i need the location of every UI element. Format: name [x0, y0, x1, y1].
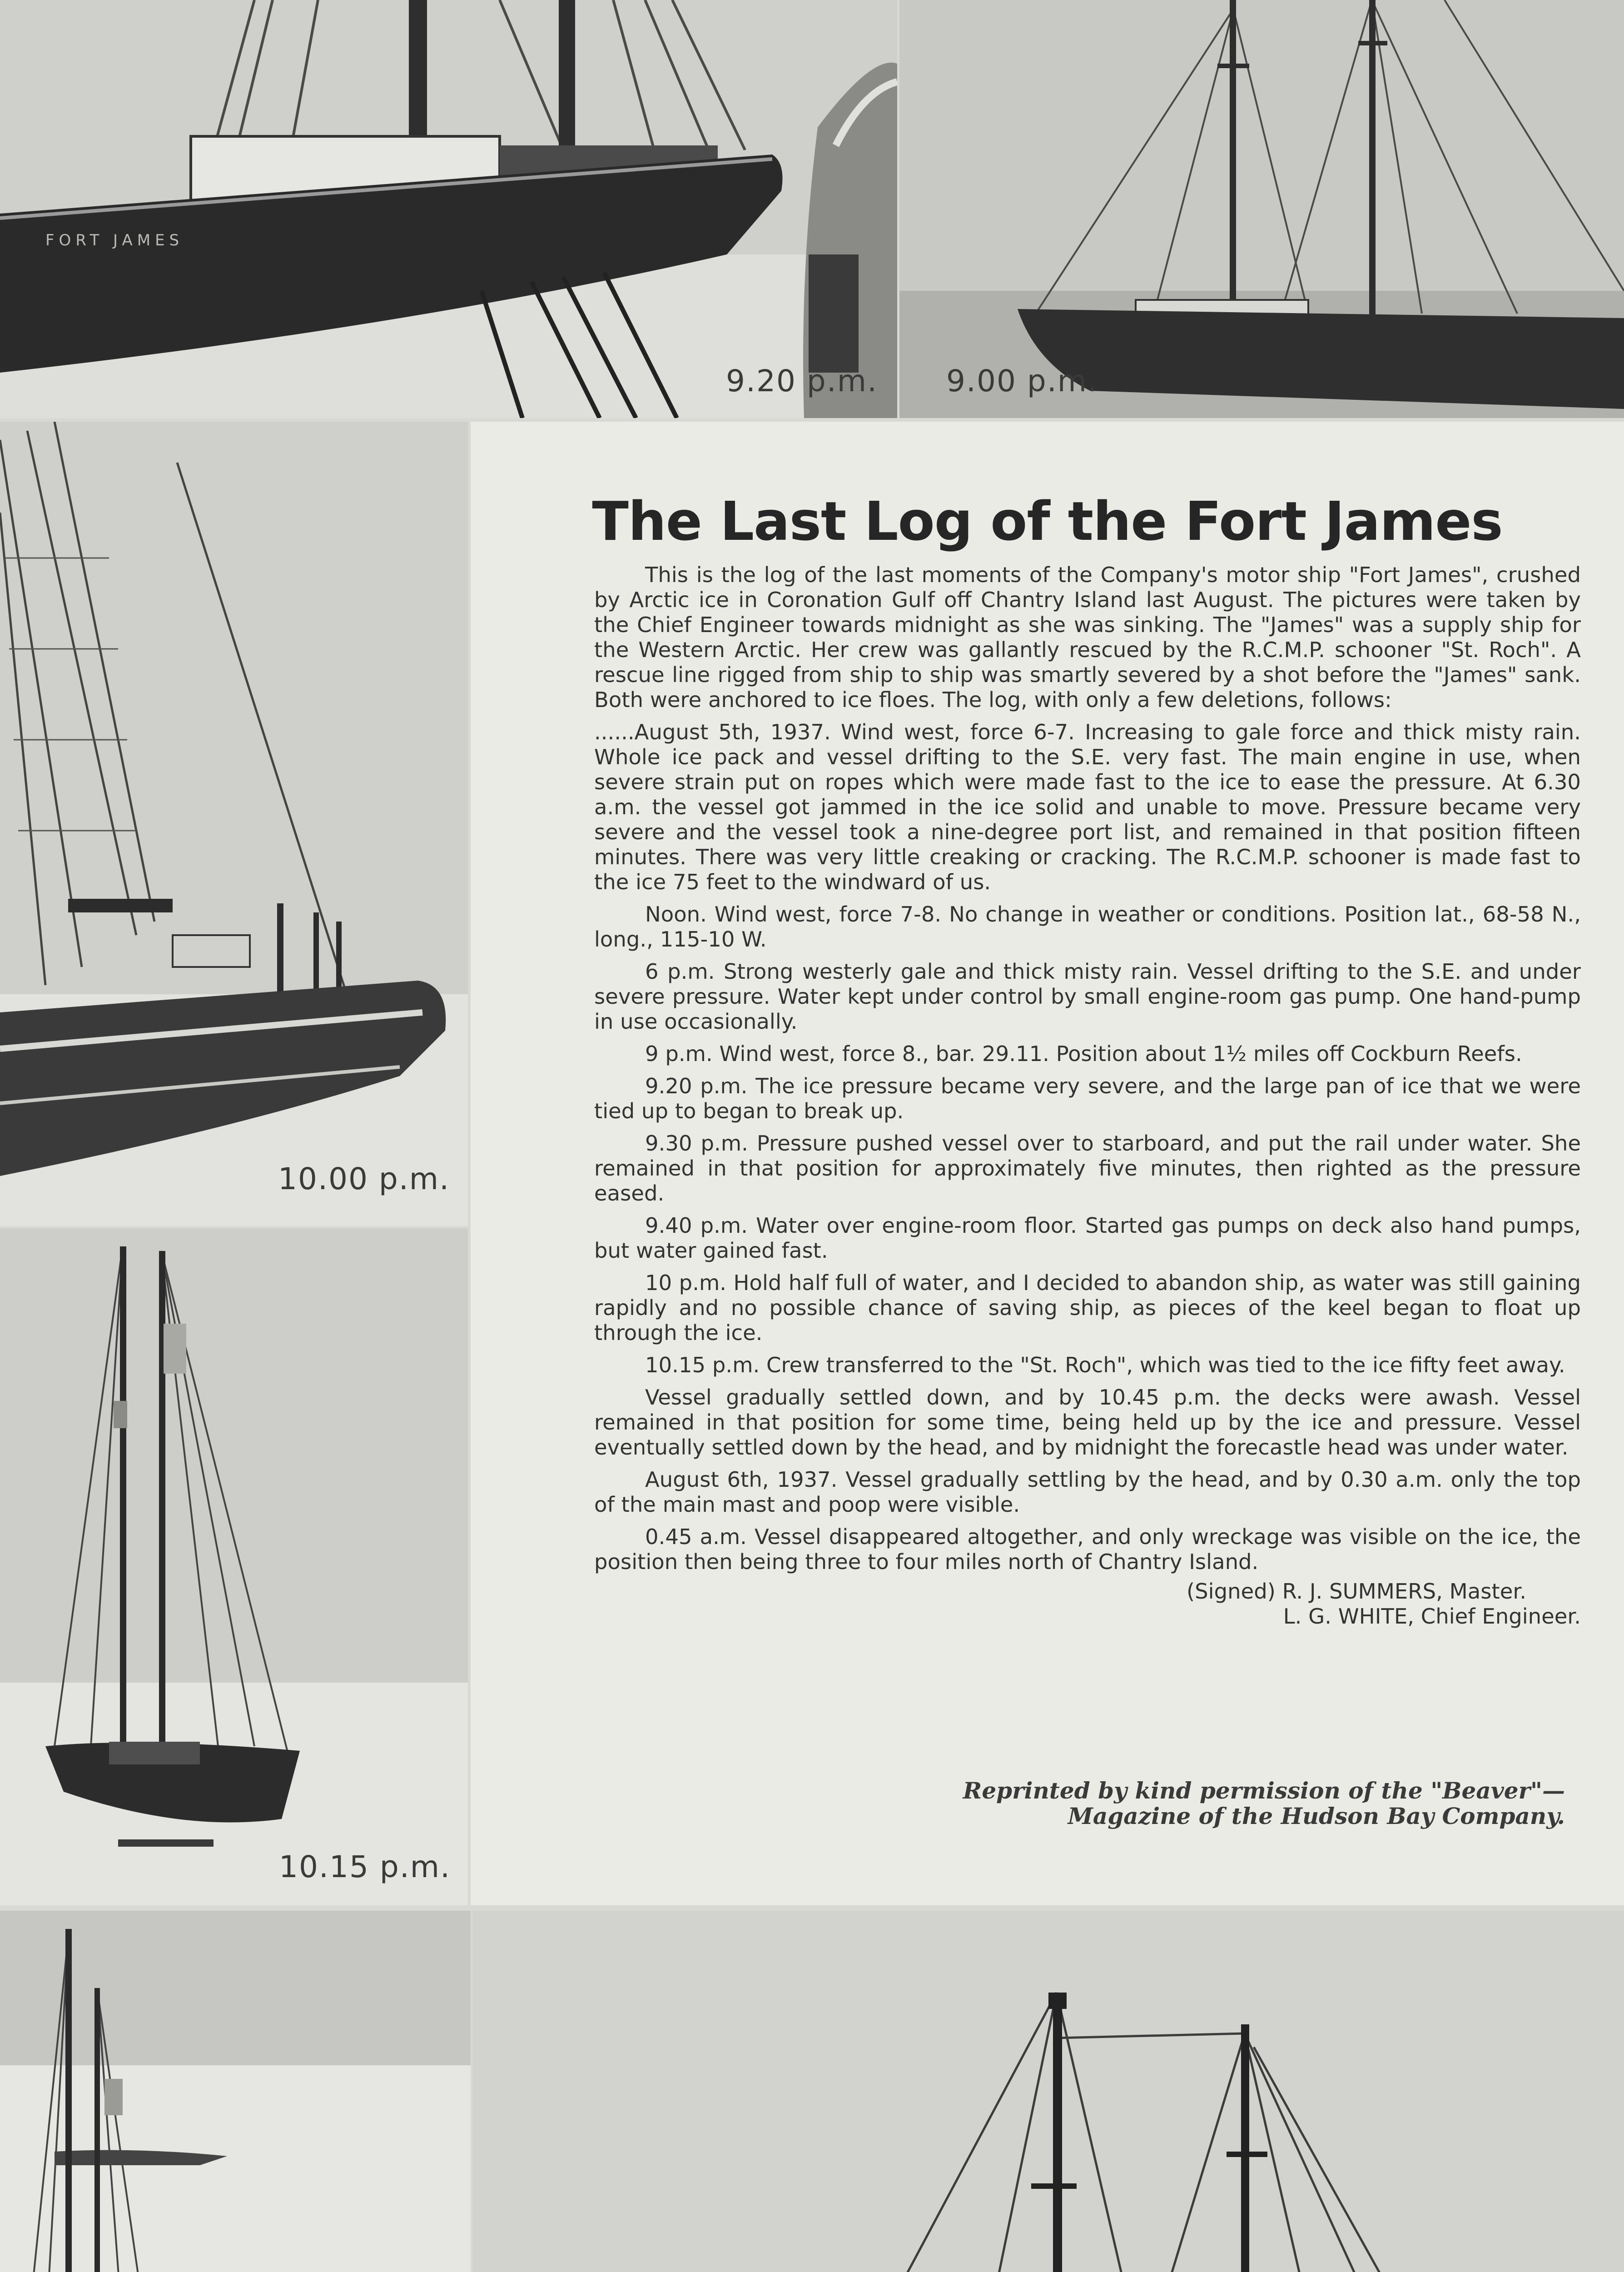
photo-1000pm — [0, 422, 468, 1226]
log-entry: 9.20 p.m. The ice pressure became very severe, and the large pan of ice that we were tied up to began to break up. — [594, 1074, 1581, 1123]
photo-900pm — [899, 0, 1624, 418]
article-body — [594, 563, 1581, 1629]
reprint-credit — [793, 1778, 1565, 1829]
ship-settling-photo — [0, 1228, 468, 1905]
log-entry: 9.30 p.m. Pressure pushed vessel over to starboard, and put the rail under water. She remained in that position for approximately five minutes, then righted as the pressure eased. — [594, 1131, 1581, 1206]
svg-text:FORT JAMES: FORT JAMES — [45, 231, 184, 249]
article-title: The Last Log of the Fort James — [592, 490, 1503, 553]
log-entry: 10.15 p.m. Crew transferred to the "St. Roch", which was tied to the ice fifty feet away. — [645, 1353, 1565, 1377]
log-entry: 9.40 p.m. Water over engine-room floor. Started gas pumps on deck also hand pumps, but water gained fast. — [594, 1213, 1581, 1263]
article-intro: This is the log of the last moments of the Company's motor ship "Fort James", crushed by Arctic ice in Coronation Gulf off Chantry Island last August. The pictures were taken by the Chief Engineer towards midnight as she was sinking. The "James" was a supply ship for the Western Arctic. Her crew was gallantly rescued by the R.C.M.P. schooner "St. Roch". A rescue line rigged from ship to ship was smartly severed by a shot before the "James" sank. Both were anchored to ice floes. The log, with only a few deletions, follows: — [594, 563, 1581, 712]
ship-decks-awash-photo — [0, 1911, 471, 2272]
log-entry: 9 p.m. Wind west, force 8., bar. 29.11. Position about 1½ miles off Cockburn Reefs. — [645, 1041, 1522, 1066]
photo-920pm — [0, 0, 897, 418]
credit-line-2: Magazine of the Hudson Bay Company. — [1068, 1803, 1565, 1829]
ship-bow-in-ice-photo — [0, 422, 468, 1226]
caption-920pm: 9.20 p.m. — [726, 364, 878, 399]
log-entry: Noon. Wind west, force 7-8. No change in weather or conditions. Position lat., 68-58 N., long., 115-10 W. — [594, 902, 1581, 952]
article-panel — [471, 422, 1624, 1905]
caption-1015pm: 10.15 p.m. — [279, 1849, 451, 1884]
log-entry: Vessel gradually settled down, and by 10.45 p.m. the decks were awash. Vessel remained in that position for some time, being held up by the ice and pressure. Vessel eventually settled down by the head, and by midnight the forecastle head was under water. — [594, 1385, 1581, 1460]
photo-st-roch — [472, 1911, 1624, 2272]
caption-900pm: 9.00 p.m. — [946, 364, 1098, 399]
photo-1015pm — [0, 1228, 468, 1905]
log-entry: ......August 5th, 1937. Wind west, force 6-7. Increasing to gale force and thick misty rain. Whole ice pack and vessel drifting to the S.E. very fast. The main engine in use, when severe strain put on ropes which were made fast to the ice to ease the pressure. At 6.30 a.m. the vessel got jammed in the ice solid and unable to move. Pressure became very severe and the vessel took a nine-degree port list, and remained in that position fifteen minutes. There was very little creaking or cracking. The R.C.M.P. schooner is made fast to the ice 75 feet to the windward of us. — [594, 720, 1581, 894]
signature-engineer: L. G. WHITE, Chief Engineer. — [1283, 1604, 1581, 1629]
log-entry: August 6th, 1937. Vessel gradually settling by the head, and by 0.30 a.m. only the top of the main mast and poop were visible. — [594, 1467, 1581, 1517]
ship-in-ice-photo — [899, 0, 1624, 418]
credit-line-1: Reprinted by kind permission of the "Beaver"— — [963, 1777, 1565, 1804]
log-entry: 0.45 a.m. Vessel disappeared altogether, and only wreckage was visible on the ice, the position then being three to four miles north of Chantry Island. — [594, 1525, 1581, 1574]
st-roch-schooner-photo — [472, 1911, 1624, 2272]
ship-listing-photo — [0, 0, 897, 418]
log-entry: 6 p.m. Strong westerly gale and thick misty rain. Vessel drifting to the S.E. and under severe pressure. Water kept under control by small engine-room gas pump. One hand-pump in use occasionally. — [594, 959, 1581, 1034]
signatures — [594, 1579, 1581, 1629]
signature-master: (Signed) R. J. SUMMERS, Master. — [1187, 1579, 1526, 1604]
caption-1000pm: 10.00 p.m. — [278, 1161, 450, 1196]
photo-1045pm — [0, 1911, 471, 2272]
log-entry: 10 p.m. Hold half full of water, and I decided to abandon ship, as water was still gaining rapidly and no possible chance of saving ship, as pieces of the keel began to float up through the ice. — [594, 1271, 1581, 1345]
